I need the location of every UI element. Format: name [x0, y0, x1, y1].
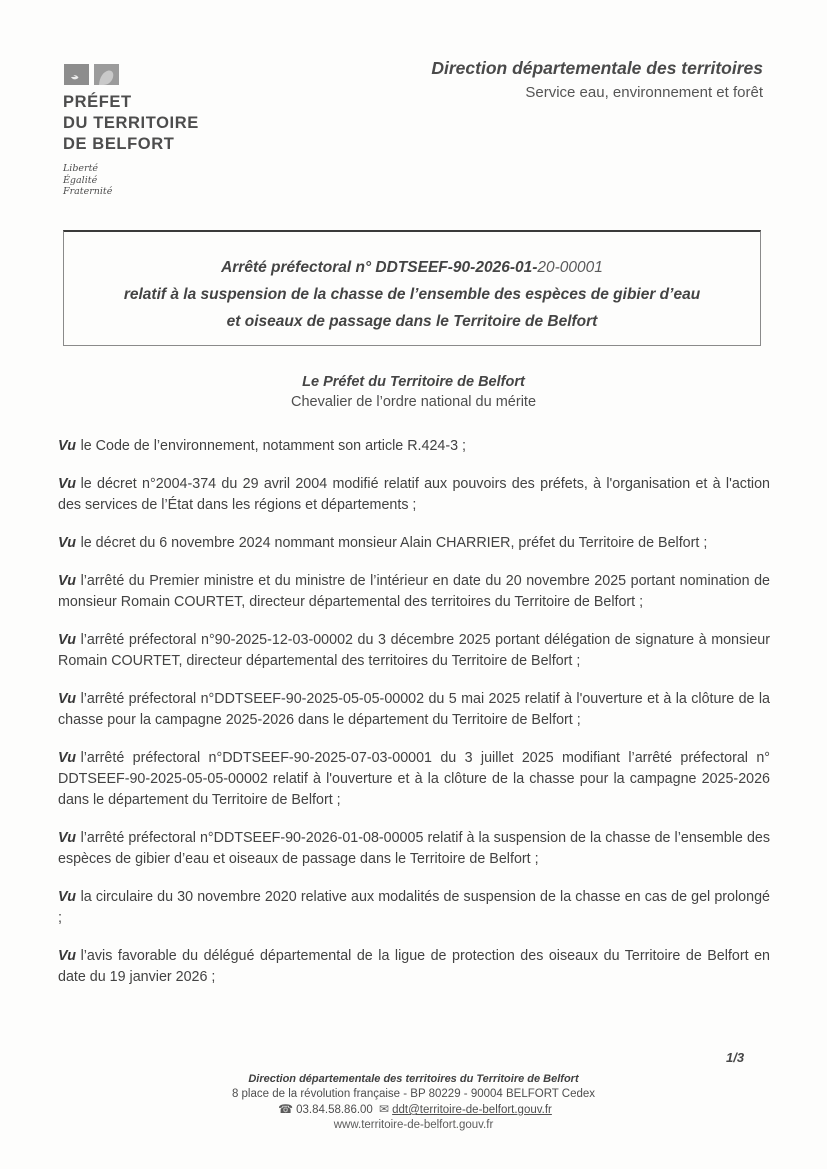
recital-circulaire-gel: [58, 887, 770, 929]
salutation-block: [0, 374, 827, 410]
vu-label: Vu: [58, 476, 77, 492]
envelope-icon: ✉: [379, 1102, 390, 1116]
recital-decret-2004: [58, 474, 770, 516]
vu-label: Vu: [58, 830, 77, 846]
decree-subject-line1: relatif à la suspension de la chasse de l’ensemble des espèces de gibier d’eau: [123, 286, 701, 303]
recital-arrete-nomination-directeur: [58, 571, 770, 613]
republic-motto: [63, 163, 283, 198]
vu-label: Vu: [58, 573, 77, 589]
motto-fraternite: Fraternité: [63, 186, 113, 197]
recital-delegation-signature: [58, 630, 770, 672]
service-subtitle: Service eau, environnement et forêt: [525, 84, 763, 101]
footer-website: www.territoire-de-belfort.gouv.fr: [333, 1119, 494, 1131]
recital-text: l’arrêté préfectoral n°DDTSEEF-90-2025-07-03-00001 du 3 juillet 2025 modifiant l’arrêté préfectoral n° DDTSEEF-90-2025-05-05-00002 relatif à l'ouverture et à la clôture de la chasse pour la campagne 2025-2026 dans le département du Territoire de Belfort ;: [58, 750, 770, 808]
prefect-honor-line: Chevalier de l’ordre national du mérite: [290, 394, 537, 410]
recital-text: le décret du 6 novembre 2024 nommant monsieur Alain CHARRIER, préfet du Territoire de Belfort ;: [80, 535, 708, 551]
prefecture-name-line2: DU TERRITOIRE: [63, 114, 199, 132]
recital-arrete-modifiant: [58, 748, 770, 811]
footer-address: 8 place de la révolution française - BP 80229 - 90004 BELFORT Cedex: [231, 1088, 596, 1100]
issuing-direction-header: [431, 58, 763, 101]
prefecture-name-line1: PRÉFET: [63, 93, 132, 111]
motto-liberte: Liberté: [63, 163, 99, 174]
vu-label: Vu: [58, 889, 77, 905]
prefecture-name-line3: DE BELFORT: [63, 135, 175, 153]
french-flag-marianne-icon: [63, 62, 121, 88]
decree-number-suffix: 20-00001: [537, 259, 603, 276]
vu-label: Vu: [58, 691, 77, 707]
vu-label: Vu: [58, 750, 77, 766]
footer-block: [0, 1072, 827, 1133]
recital-decret-nomination-prefet: [58, 533, 770, 554]
footer-phone: 03.84.58.86.00: [296, 1104, 373, 1116]
vu-label: Vu: [58, 535, 77, 551]
footer-organization: Direction départementale des territoires du Territoire de Belfort: [248, 1073, 579, 1085]
footer-contact-line: [0, 1102, 827, 1118]
recital-suspension-chasse: [58, 828, 770, 870]
prefecture-logo-block: [63, 62, 283, 198]
recital-text: l’arrêté préfectoral n°DDTSEEF-90-2025-05-05-00002 du 5 mai 2025 relatif à l'ouverture et à la clôture de la chasse pour la campagne 2025-2026 dans le département du Territoire de Belfort ;: [58, 691, 770, 728]
vu-label: Vu: [58, 438, 77, 454]
phone-icon: ☎: [278, 1102, 294, 1116]
recital-text: le Code de l’environnement, notamment son article R.424-3 ;: [80, 438, 467, 454]
recital-text: l’avis favorable du délégué départemental de la ligue de protection des oiseaux du Territoire de Belfort en date du 19 janvier 2026 ;: [58, 948, 770, 985]
recital-ouverture-cloture: [58, 689, 770, 731]
vu-label: Vu: [58, 948, 77, 964]
recital-text: l’arrêté préfectoral n°90-2025-12-03-00002 du 3 décembre 2025 portant délégation de signature à monsieur Romain COURTET, directeur départemental des territoires du Territoire de Belfort ;: [58, 632, 770, 669]
recital-text: l’arrêté préfectoral n°DDTSEEF-90-2026-01-08-00005 relatif à la suspension de la chasse de l’ensemble des espèces de gibier d’eau et oiseaux de passage dans le Territoire de Belfort ;: [58, 830, 770, 867]
decree-number-bold: Arrêté préfectoral n° DDTSEEF-90-2026-01-: [221, 259, 538, 276]
recital-text: l’arrêté du Premier ministre et du ministre de l’intérieur en date du 20 novembre 2025 portant nomination de monsieur Romain COURTET, directeur départemental des territoires du Territoire de Belfort ;: [58, 573, 770, 610]
prefecture-name: [63, 92, 283, 155]
recital-text: le décret n°2004-374 du 29 avril 2004 modifié relatif aux pouvoirs des préfets, à l'organisation et à l'action des services de l’État dans les régions et départements ;: [58, 476, 770, 513]
recitals-section: [58, 436, 770, 1005]
motto-egalite: Égalité: [63, 174, 98, 186]
recital-code-environnement: [58, 436, 770, 457]
footer-email-link[interactable]: ddt@territoire-de-belfort.gouv.fr: [392, 1104, 552, 1116]
direction-title: Direction départementale des territoires: [431, 58, 763, 78]
decree-subject-line2: et oiseaux de passage dans le Territoire de Belfort: [226, 313, 598, 330]
prefect-title-line: Le Préfet du Territoire de Belfort: [302, 374, 525, 390]
recital-text: la circulaire du 30 novembre 2020 relative aux modalités de suspension de la chasse en cas de gel prolongé ;: [58, 889, 770, 926]
recital-avis-lpo: [58, 946, 770, 988]
vu-label: Vu: [58, 632, 77, 648]
decree-title-box: [63, 230, 761, 346]
decree-number-line: [64, 254, 760, 281]
page-number: 1/3: [726, 1050, 745, 1065]
